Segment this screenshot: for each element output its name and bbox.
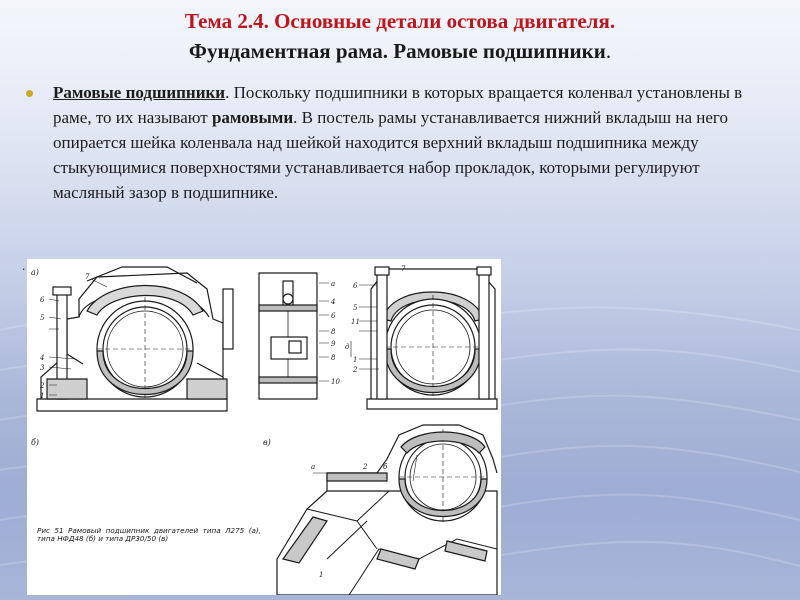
panel-a-drawing (31, 267, 233, 411)
callout-c-5: 5 (353, 304, 358, 312)
paragraph-part2: . В постель рамы устанавливается нижний вкладыш на него опирается шейка коленвала над шейкой находится верхний вкладыш подшипника между стыкующимися поверхностями устанавливается набор прокладок, которыми регулируют масляный зазор в подшипнике. (53, 108, 728, 202)
callout-c-6: 6 (353, 282, 358, 290)
callout-c-11: 11 (351, 318, 360, 326)
callout-a-3: 3 (40, 364, 45, 372)
slide-title (0, 6, 800, 66)
second-bullet: . (22, 258, 26, 273)
callout-a-4: 4 (40, 354, 45, 362)
callout-c-7: 7 (401, 265, 406, 273)
callout-d-b: б (383, 463, 388, 471)
panel-c-label: в) (263, 438, 271, 447)
bullet-paragraph (26, 80, 766, 205)
callout-b-8: 8 (331, 328, 336, 336)
panel-b-label: б) (31, 438, 40, 447)
callout-b-4: 4 (331, 298, 336, 306)
bearing-drawing (27, 259, 501, 595)
paragraph-part1: . Поскольку подшипники в которых вращается коленвал установлены в раме, то их называют (53, 83, 743, 127)
callout-b-8b: 8 (331, 354, 336, 362)
figure-caption: Рис 51 Рамовый подшипник двигателей типа Л275 (а), типа НФД48 (б) и типа ДР30/50 (в) (37, 526, 261, 544)
callout-c-1: 1 (353, 356, 358, 364)
panel-a-label: а) (31, 268, 39, 277)
panel-b-drawing (259, 273, 329, 399)
callout-c-d: д (345, 343, 350, 351)
panel-d-drawing (263, 425, 497, 595)
title-line-topic: Тема 2.4. Основные детали остова двигателя. (184, 9, 616, 33)
title-subject-period: . (605, 39, 612, 63)
callout-a-5: 5 (40, 314, 45, 322)
callout-c-2: 2 (353, 366, 358, 374)
bearing-figure (27, 259, 501, 595)
callout-a-7: 7 (85, 273, 90, 281)
paragraph-bold-word: рамовыми (211, 108, 294, 127)
callout-a-2: 2 (40, 382, 45, 390)
callout-d-2: 2 (363, 463, 368, 471)
callout-d-1: 1 (319, 571, 324, 579)
callout-a-6: 6 (40, 296, 45, 304)
callout-d-a: а (311, 463, 316, 471)
callout-b-6: 6 (331, 312, 336, 320)
callout-a-1: 1 (40, 392, 45, 400)
panel-c-drawing (351, 267, 497, 409)
callout-b-9: 9 (331, 340, 336, 348)
title-line-subject (0, 36, 800, 66)
paragraph-lead: Рамовые подшипники (53, 83, 226, 102)
callout-b-a: а (331, 280, 336, 288)
panel-b-callouts (330, 280, 340, 386)
paragraph-text (53, 80, 766, 205)
callout-b-10: 10 (331, 378, 340, 386)
bullet-marker (26, 90, 33, 97)
title-subject-text: Фундаментная рама. Рамовые подшипники (188, 39, 606, 63)
